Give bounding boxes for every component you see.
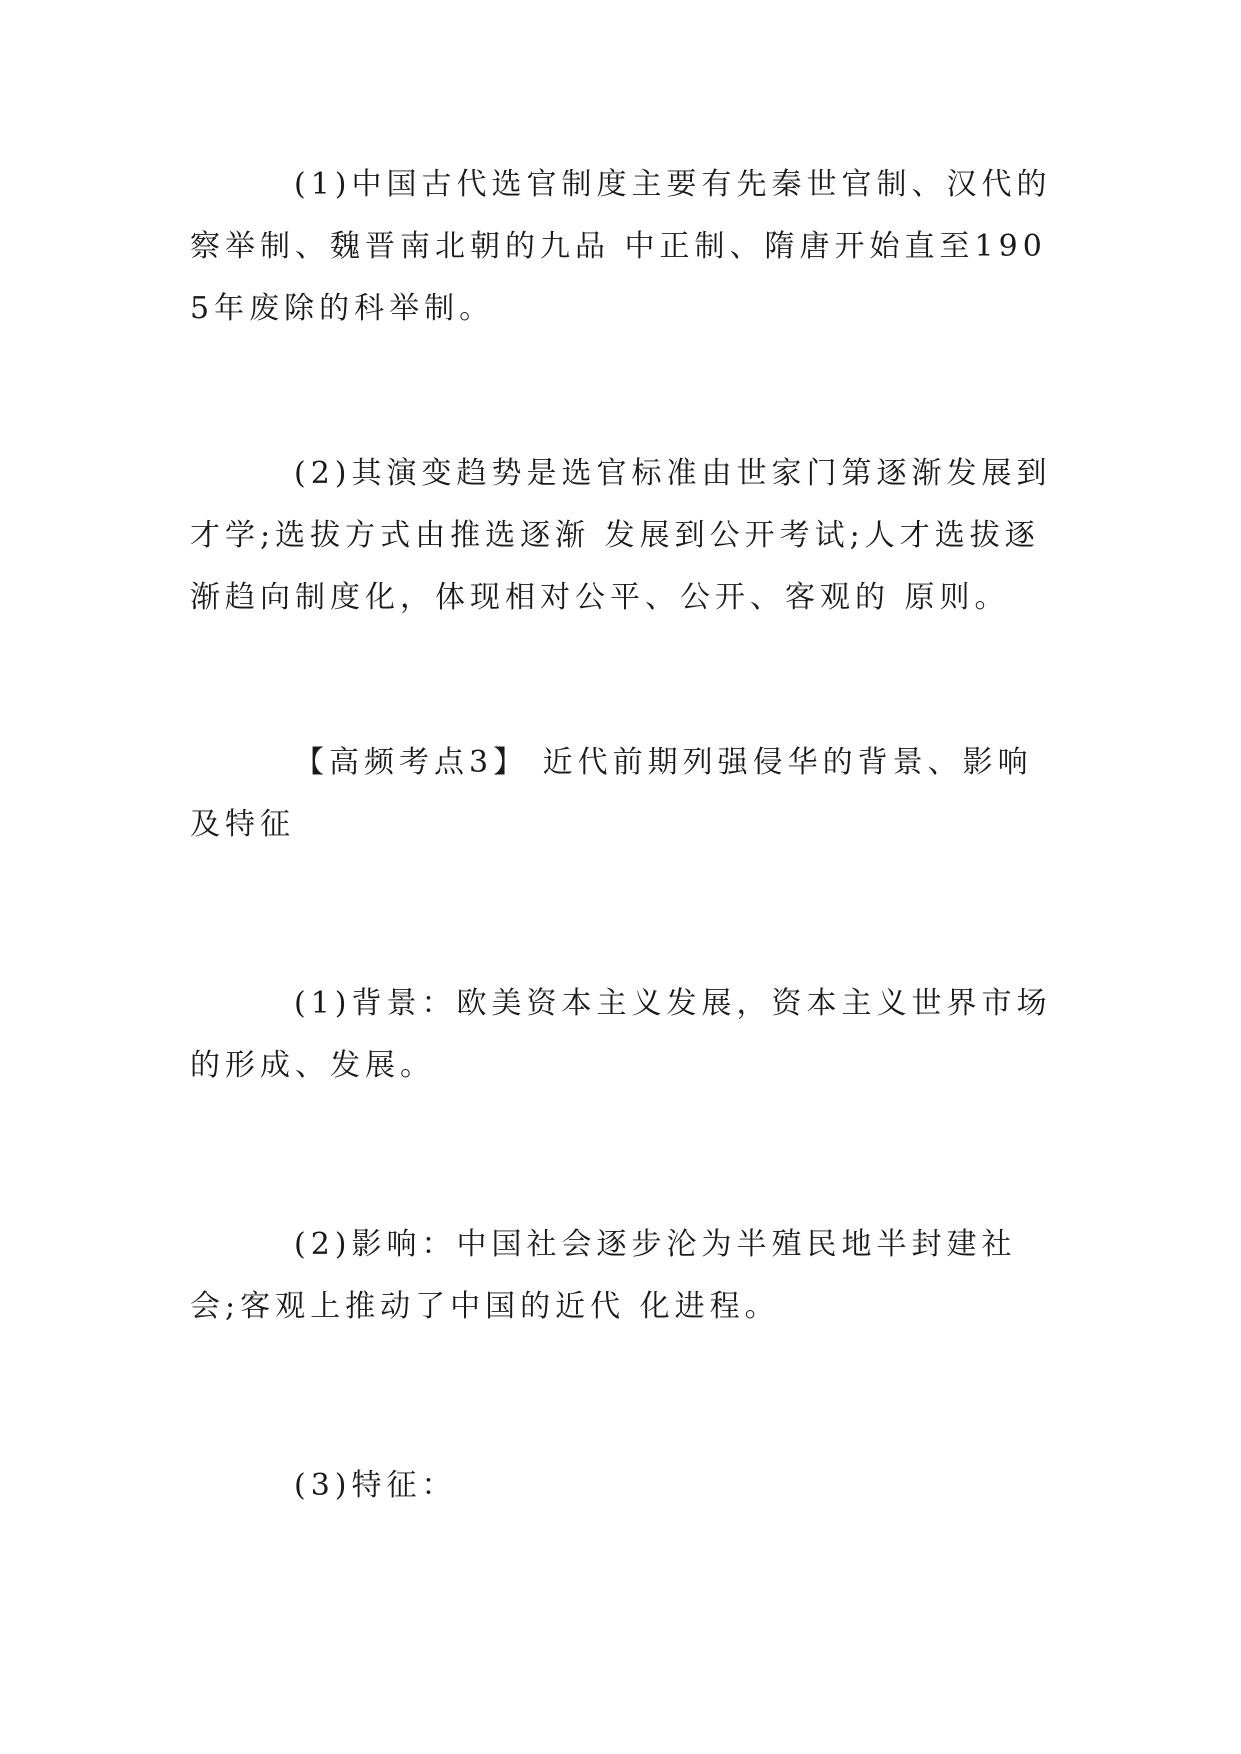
paragraph-evolution-trend: (2)其演变趋势是选官标准由世家门第逐渐发展到才学;选拔方式由推选逐渐 发展到公开考试;人才选拔逐渐趋向制度化，体现相对公平、公开、客观的 原则。	[190, 456, 1052, 615]
paragraph-officials-selection-systems: (1)中国古代选官制度主要有先秦世官制、汉代的察举制、魏晋南北朝的九品 中正制、隋唐开始直至1905年废除的科举制。	[190, 167, 1052, 326]
paragraph-impact: (2)影响：中国社会逐步沦为半殖民地半封建社会;客观上推动了中国的近代 化进程。	[190, 1227, 1017, 1324]
paragraph-characteristics: (3)特征：	[294, 1468, 457, 1503]
paragraph-background: (1)背景：欧美资本主义发展，资本主义世界市场的形成、发展。	[190, 986, 1052, 1083]
section-heading-key-point-3: 【高频考点3】 近代前期列强侵华的背景、影响及特征	[190, 745, 1033, 842]
